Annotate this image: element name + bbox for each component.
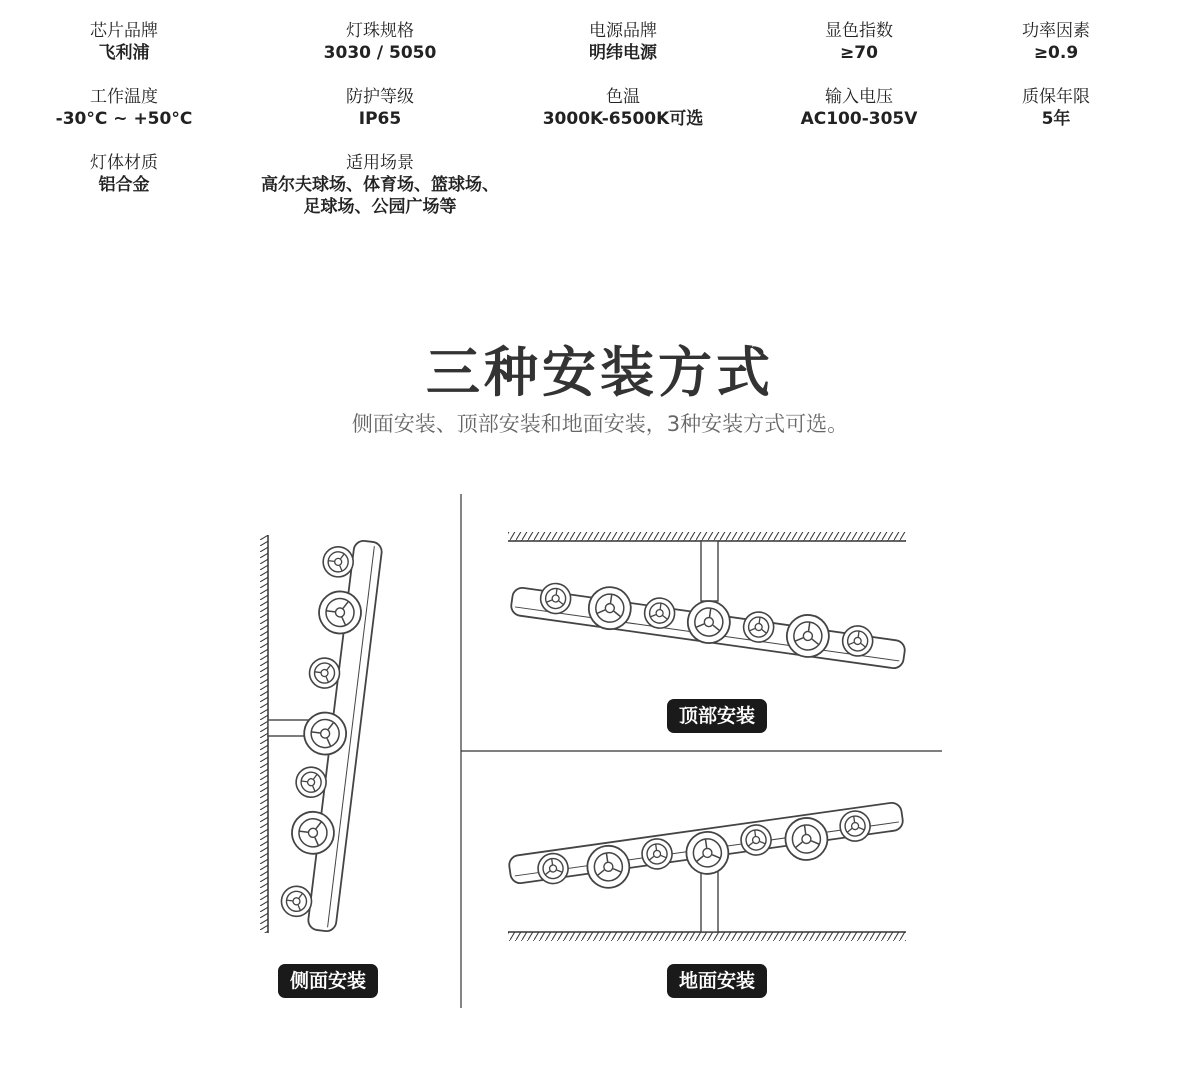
spec-value: ≥0.9 [1033, 43, 1079, 63]
spec-value: 飞利浦 [98, 43, 150, 63]
spec-value: 3030 / 5050 [323, 43, 437, 63]
spec-value: IP65 [358, 109, 402, 129]
ground-mount-label: 地面安装 [667, 964, 767, 998]
spec-value: 高尔夫球场、体育场、篮球场、 [261, 175, 499, 195]
spec-label: 灯体材质 [90, 153, 158, 173]
section-subtitle: 侧面安装、顶部安装和地面安装，3种安装方式可选。 [351, 412, 849, 436]
spec-label: 显色指数 [825, 21, 893, 41]
spec-label: 适用场景 [346, 153, 414, 173]
spec-label: 工作温度 [90, 87, 158, 107]
spec-label: 输入电压 [825, 87, 893, 107]
spec-label: 色温 [606, 87, 640, 107]
ground-mount-diagram [508, 802, 906, 941]
section-title: 三种安装方式 [426, 341, 774, 404]
top-mount-diagram [508, 532, 908, 670]
spec-label: 质保年限 [1022, 87, 1090, 107]
spec-value: 3000K-6500K可选 [542, 109, 704, 129]
spec-label: 芯片品牌 [90, 21, 158, 41]
spec-value: 铝合金 [98, 175, 150, 195]
spec-value: -30°C ~ +50°C [55, 109, 193, 129]
spec-value-line2: 足球场、公园广场等 [303, 197, 457, 217]
spec-label: 防护等级 [346, 87, 414, 107]
top-mount-label: 顶部安装 [667, 699, 767, 733]
spec-label: 电源品牌 [589, 21, 657, 41]
side-mount-label: 侧面安装 [278, 964, 378, 998]
spec-label: 灯珠规格 [346, 21, 414, 41]
side-mount-diagram [260, 535, 383, 933]
spec-value: ≥70 [840, 43, 878, 63]
spec-value: AC100-305V [800, 109, 918, 129]
spec-label: 功率因素 [1022, 21, 1090, 41]
spec-value: 5年 [1041, 109, 1071, 129]
spec-value: 明纬电源 [589, 43, 657, 63]
